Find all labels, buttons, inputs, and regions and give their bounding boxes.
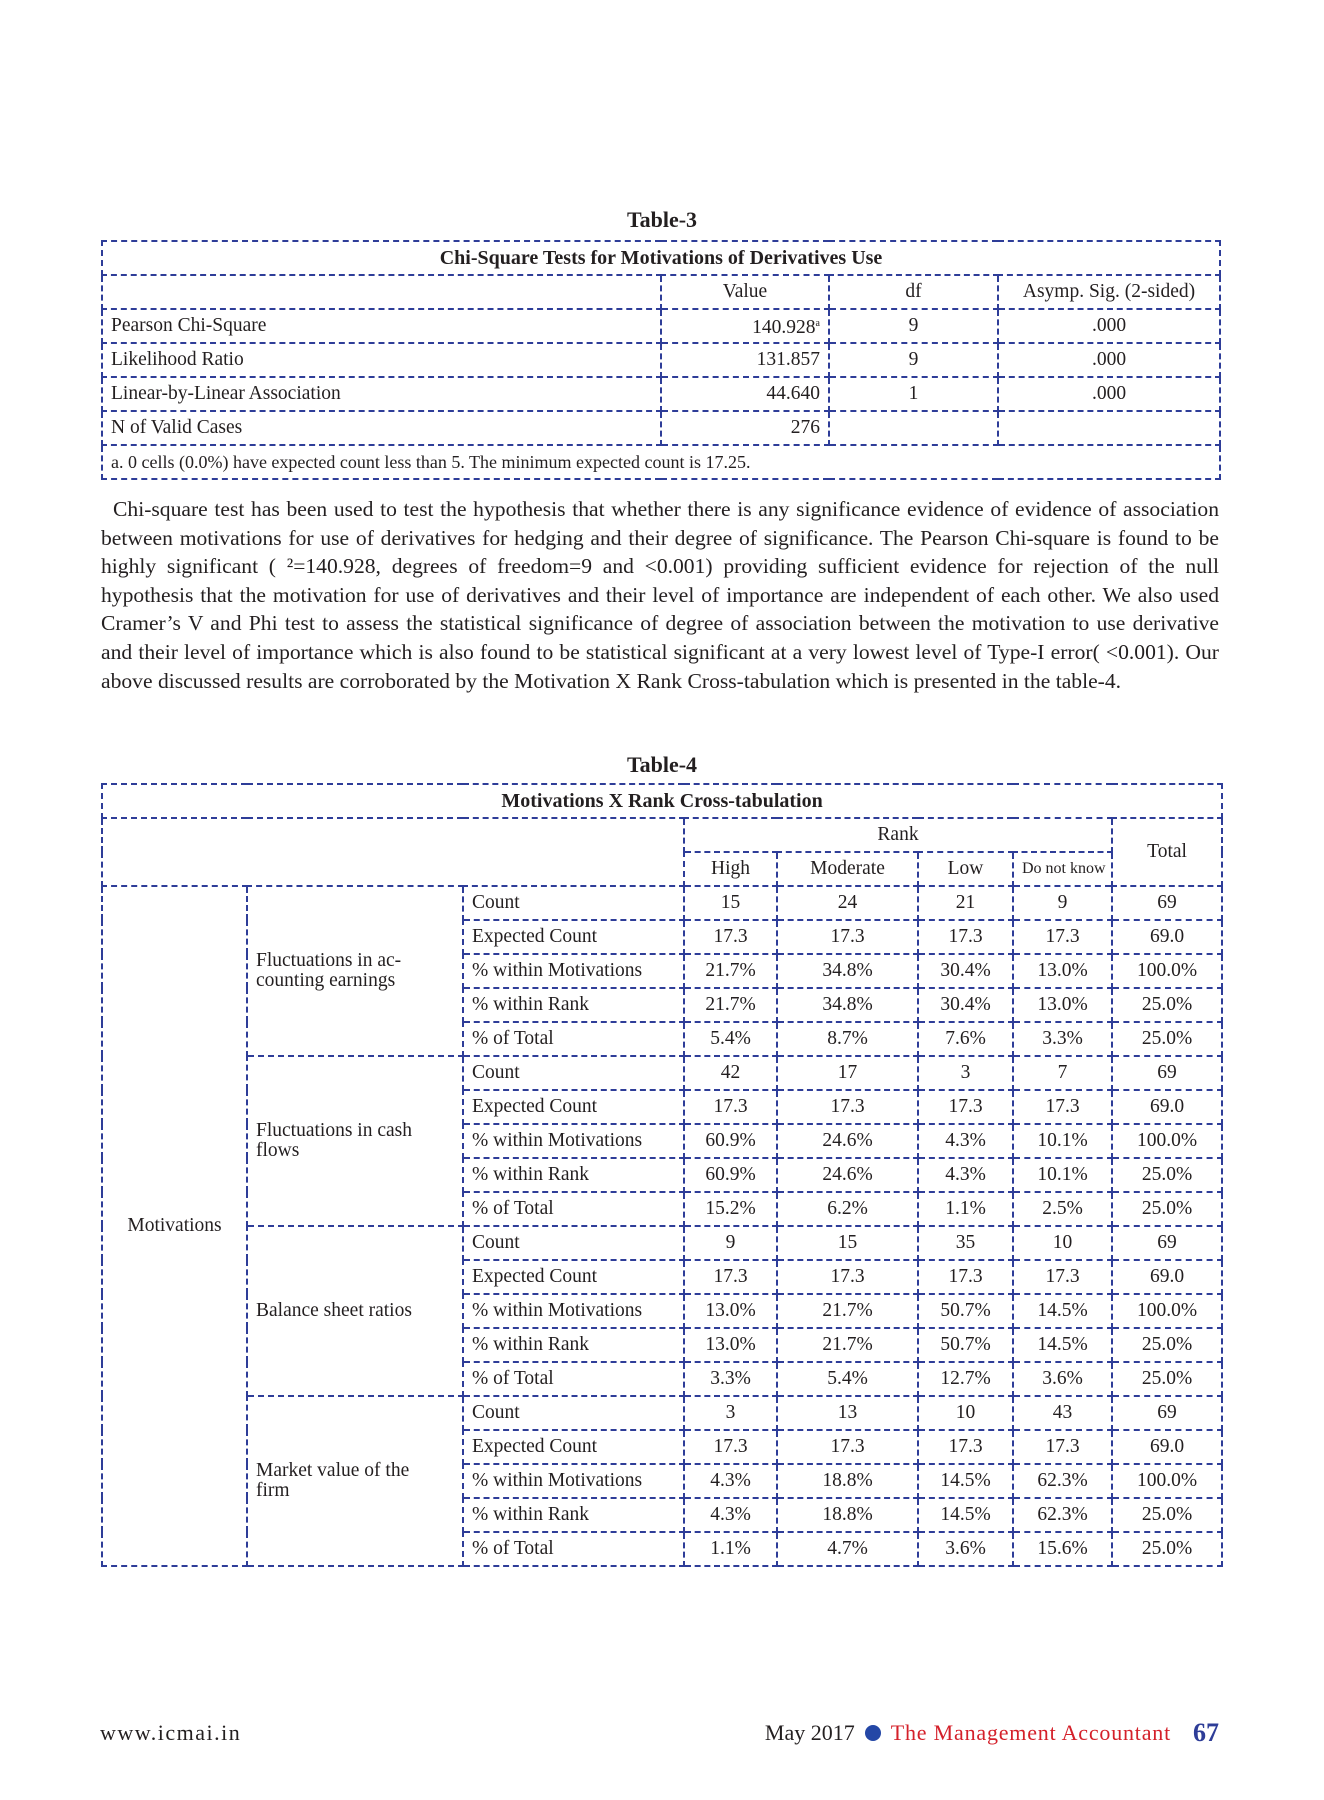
cell-value: 7 <box>1013 1056 1112 1090</box>
statistic-label: % within Rank <box>463 988 684 1022</box>
crosstab-table <box>101 783 1223 1567</box>
statistic-label: Expected Count <box>463 1260 684 1294</box>
cell-value: 8.7% <box>777 1022 918 1056</box>
cell-value: 3 <box>918 1056 1013 1090</box>
cell-value: 25.0% <box>1112 1022 1222 1056</box>
page-footer <box>765 1718 1219 1748</box>
header-total: Total <box>1112 818 1222 886</box>
cell-value: 30.4% <box>918 988 1013 1022</box>
statistic-label: % within Motivations <box>463 1464 684 1498</box>
cell-value: 17.3 <box>777 1090 918 1124</box>
cell-value: 5.4% <box>777 1362 918 1396</box>
chi-square-table <box>101 240 1221 480</box>
statistic-label: % within Rank <box>463 1328 684 1362</box>
cell-value: 15.6% <box>1013 1532 1112 1566</box>
header-empty <box>102 818 684 886</box>
cell-value: 4.3% <box>684 1498 777 1532</box>
cell-value: 3.3% <box>1013 1022 1112 1056</box>
cell-value: 24.6% <box>777 1124 918 1158</box>
cell-value: 43 <box>1013 1396 1112 1430</box>
statistic-label: Count <box>463 1396 684 1430</box>
statistic-label: % of Total <box>463 1192 684 1226</box>
cell-value: 17.3 <box>1013 1090 1112 1124</box>
cell-value: 69 <box>1112 1056 1222 1090</box>
header-empty <box>102 275 661 309</box>
table-row <box>102 343 1220 377</box>
cell-value: 25.0% <box>1112 1158 1222 1192</box>
cell-value: 69.0 <box>1112 1090 1222 1124</box>
cell-value: 10.1% <box>1013 1158 1112 1192</box>
cell-value: 3.6% <box>1013 1362 1112 1396</box>
cell-value: 14.5% <box>918 1498 1013 1532</box>
motivation-label: Fluctuations in cash flows <box>247 1056 463 1226</box>
cell-value: 10 <box>918 1396 1013 1430</box>
statistic-label: % within Rank <box>463 1498 684 1532</box>
bullet-dot-icon <box>865 1725 881 1741</box>
cell-value: 24 <box>777 886 918 920</box>
cell-value: 17.3 <box>918 1430 1013 1464</box>
cell-value: 14.5% <box>918 1464 1013 1498</box>
test-sig: .000 <box>998 309 1220 343</box>
footnote-marker: a <box>815 318 820 329</box>
cell-value: 50.7% <box>918 1328 1013 1362</box>
cell-value: 21.7% <box>777 1328 918 1362</box>
motivation-label: Balance sheet ratios <box>247 1226 463 1396</box>
table-row <box>102 1226 1222 1260</box>
cell-value: 17.3 <box>1013 1430 1112 1464</box>
cell-value: 30.4% <box>918 954 1013 988</box>
statistic-label: % within Motivations <box>463 1124 684 1158</box>
cell-value: 69.0 <box>1112 920 1222 954</box>
test-sig: .000 <box>998 343 1220 377</box>
cell-value: 10.1% <box>1013 1124 1112 1158</box>
cell-value: 3.6% <box>918 1532 1013 1566</box>
cell-value: 100.0% <box>1112 1294 1222 1328</box>
cell-value: 12.7% <box>918 1362 1013 1396</box>
header-high: High <box>684 852 777 886</box>
table-caption: Motivations X Rank Cross-tabulation <box>102 784 1222 818</box>
cell-value: 1.1% <box>918 1192 1013 1226</box>
statistic-label: % of Total <box>463 1532 684 1566</box>
cell-value: 100.0% <box>1112 954 1222 988</box>
header-df: df <box>829 275 998 309</box>
cell-value: 10 <box>1013 1226 1112 1260</box>
header-sig: Asymp. Sig. (2-sided) <box>998 275 1220 309</box>
statistic-label: Count <box>463 1056 684 1090</box>
test-value: 131.857 <box>661 343 829 377</box>
test-name: Pearson Chi-Square <box>102 309 661 343</box>
cell-value: 13.0% <box>1013 988 1112 1022</box>
body-paragraph: Chi-square test has been used to test the hypothesis that whether there is any significance evidence of evidence of association between motivations for use of derivatives for hedging and their degree of significance. The Pearson Chi-square is found to be highly significant ( ²=140.928, degrees of freedom=9 and <0.001) providing sufficient evidence for rejection of the null hypothesis that the motivation for use of derivatives and their level of importance are independent of each other. We also used Cramer’s V and Phi test to assess the statistical significance of degree of association between the motivation to use derivative and their level of importance which is also found to be statistical significant at a very lowest level of Type-I error( <0.001). Our above discussed results are corroborated by the Motivation X Rank Cross-tabulation which is presented in the table-4. <box>101 497 1219 693</box>
rank-header: Rank <box>684 818 1112 852</box>
cell-value: 25.0% <box>1112 988 1222 1022</box>
table-row <box>102 1056 1222 1090</box>
cell-value: 17.3 <box>918 1090 1013 1124</box>
cell-value: 69 <box>1112 1396 1222 1430</box>
cell-value: 60.9% <box>684 1124 777 1158</box>
cell-value: 17.3 <box>684 1430 777 1464</box>
cell-value: 35 <box>918 1226 1013 1260</box>
cell-value: 62.3% <box>1013 1498 1112 1532</box>
test-df: 1 <box>829 377 998 411</box>
cell-value: 15 <box>777 1226 918 1260</box>
cell-value: 21.7% <box>777 1294 918 1328</box>
test-value: 140.928$^a$ <box>661 309 829 343</box>
cell-value: 17.3 <box>1013 1260 1112 1294</box>
cell-value: 3.3% <box>684 1362 777 1396</box>
test-df: 9 <box>829 343 998 377</box>
cell-value: 6.2% <box>777 1192 918 1226</box>
cell-value: 15.2% <box>684 1192 777 1226</box>
cell-value: 7.6% <box>918 1022 1013 1056</box>
cell-value: 21.7% <box>684 988 777 1022</box>
cell-value: 25.0% <box>1112 1532 1222 1566</box>
test-sig <box>998 411 1220 445</box>
cell-value: 13.0% <box>684 1328 777 1362</box>
header-moderate: Moderate <box>777 852 918 886</box>
cell-value: 17.3 <box>1013 920 1112 954</box>
cell-value: 4.7% <box>777 1532 918 1566</box>
table-row <box>102 309 1220 343</box>
website-url: www.icmai.in <box>100 1720 242 1745</box>
motivation-label: Fluctuations in ac- counting earnings <box>247 886 463 1056</box>
cell-value: 69.0 <box>1112 1430 1222 1464</box>
statistic-label: % within Motivations <box>463 1294 684 1328</box>
cell-value: 4.3% <box>918 1158 1013 1192</box>
cell-value: 21.7% <box>684 954 777 988</box>
cell-value: 17.3 <box>777 920 918 954</box>
table-3-label: Table-3 <box>626 207 698 232</box>
cell-value: 21 <box>918 886 1013 920</box>
cell-value: 15 <box>684 886 777 920</box>
test-value: 44.640 <box>661 377 829 411</box>
cell-value: 69 <box>1112 886 1222 920</box>
table-4-label: Table-4 <box>626 752 698 777</box>
cell-value: 14.5% <box>1013 1294 1112 1328</box>
test-df <box>829 411 998 445</box>
cell-value: 34.8% <box>777 988 918 1022</box>
motivation-label: Market value of the firm <box>247 1396 463 1566</box>
cell-value: 24.6% <box>777 1158 918 1192</box>
header-do-not-know: Do not know <box>1013 852 1112 886</box>
cell-value: 69 <box>1112 1226 1222 1260</box>
test-name: N of Valid Cases <box>102 411 661 445</box>
statistic-label: Expected Count <box>463 1090 684 1124</box>
table-row <box>102 377 1220 411</box>
row-group-label: Motivations <box>102 886 247 1566</box>
header-low: Low <box>918 852 1013 886</box>
cell-value: 14.5% <box>1013 1328 1112 1362</box>
cell-value: 25.0% <box>1112 1362 1222 1396</box>
cell-value: 17.3 <box>684 1090 777 1124</box>
cell-value: 17 <box>777 1056 918 1090</box>
cell-value: 34.8% <box>777 954 918 988</box>
cell-value: 13 <box>777 1396 918 1430</box>
cell-value: 62.3% <box>1013 1464 1112 1498</box>
header-value: Value <box>661 275 829 309</box>
table-caption: Chi-Square Tests for Motivations of Derivatives Use <box>102 241 1220 275</box>
test-df: 9 <box>829 309 998 343</box>
table-footnote: a. 0 cells (0.0%) have expected count less than 5. The minimum expected count is 17.25. <box>102 445 1220 479</box>
cell-value: 25.0% <box>1112 1192 1222 1226</box>
cell-value: 17.3 <box>777 1430 918 1464</box>
cell-value: 17.3 <box>684 1260 777 1294</box>
issue-date: May 2017 <box>764 1720 855 1745</box>
cell-value: 17.3 <box>684 920 777 954</box>
test-sig: .000 <box>998 377 1220 411</box>
statistic-label: % of Total <box>463 1022 684 1056</box>
cell-value: 4.3% <box>918 1124 1013 1158</box>
cell-value: 4.3% <box>684 1464 777 1498</box>
cell-value: 100.0% <box>1112 1464 1222 1498</box>
cell-value: 69.0 <box>1112 1260 1222 1294</box>
statistic-label: % within Motivations <box>463 954 684 988</box>
cell-value: 13.0% <box>1013 954 1112 988</box>
page-number: 67 <box>1193 1718 1219 1747</box>
table-row <box>102 411 1220 445</box>
test-value: 276 <box>661 411 829 445</box>
cell-value: 2.5% <box>1013 1192 1112 1226</box>
magazine-title: The Management Accountant <box>890 1720 1171 1745</box>
cell-value: 18.8% <box>777 1464 918 1498</box>
cell-value: 9 <box>1013 886 1112 920</box>
table-row <box>102 1396 1222 1430</box>
cell-value: 42 <box>684 1056 777 1090</box>
cell-value: 50.7% <box>918 1294 1013 1328</box>
cell-value: 100.0% <box>1112 1124 1222 1158</box>
cell-value: 18.8% <box>777 1498 918 1532</box>
cell-value: 3 <box>684 1396 777 1430</box>
statistic-label: % within Rank <box>463 1158 684 1192</box>
cell-value: 13.0% <box>684 1294 777 1328</box>
cell-value: 17.3 <box>918 920 1013 954</box>
cell-value: 25.0% <box>1112 1498 1222 1532</box>
statistic-label: Expected Count <box>463 920 684 954</box>
statistic-label: Expected Count <box>463 1430 684 1464</box>
statistic-label: Count <box>463 1226 684 1260</box>
table-row <box>102 886 1222 920</box>
cell-value: 60.9% <box>684 1158 777 1192</box>
cell-value: 9 <box>684 1226 777 1260</box>
cell-value: 17.3 <box>777 1260 918 1294</box>
cell-value: 5.4% <box>684 1022 777 1056</box>
test-name: Likelihood Ratio <box>102 343 661 377</box>
statistic-label: % of Total <box>463 1362 684 1396</box>
test-name: Linear-by-Linear Association <box>102 377 661 411</box>
statistic-label: Count <box>463 886 684 920</box>
cell-value: 25.0% <box>1112 1328 1222 1362</box>
cell-value: 1.1% <box>684 1532 777 1566</box>
cell-value: 17.3 <box>918 1260 1013 1294</box>
